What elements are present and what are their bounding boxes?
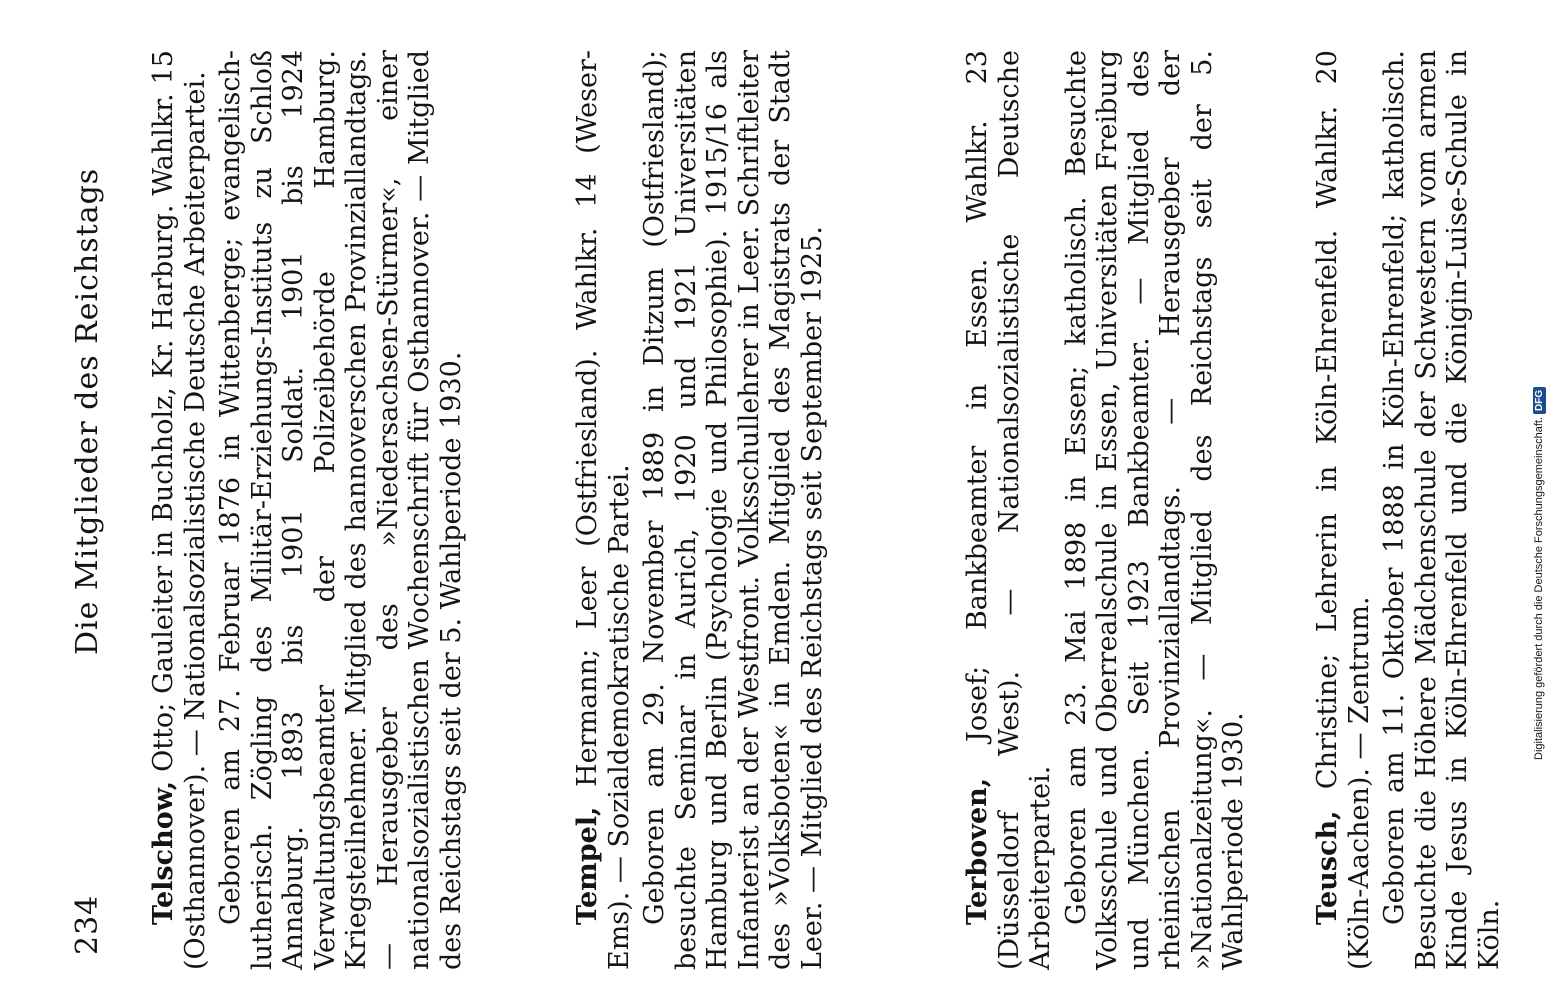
entry-name: Telschow, [148,780,179,925]
entry-heading-text: Josef; Bankbeamter in Essen. Wahlkr. 23 (Düsseldorf West). — Nationalsozialistische Deutsche Arbeiterpartei. [962,50,1056,970]
entry-heading-text: Christine; Lehrerin in Köln-Ehrenfeld. Wahlkr. 20 (Köln-Aachen). — Zentrum. [1312,50,1375,970]
entry-biography: Geboren am 11. Oktober 1888 in Köln-Ehrenfeld; katholisch. Besuchte die Höhere Mädchenschule der Schwestern vom armen Kinde Jesus in Köln-Ehrenfeld und die Königin-Luise-Schule in Köln. [1379,50,1505,970]
entry-biography: Geboren am 27. Februar 1876 in Wittenberge; evangelisch-lutherisch. Zögling des Militär-Erziehungs-Instituts zu Schloß Annaburg. 1893 bis 1901 Soldat. 1901 bis 1924 Verwaltungsbeamter der Polizeibehörde Hamburg. Kriegsteilnehmer. Mitglied des hannoverschen Provinziallandtags. — Herausgeber des »Niedersachsen-Stürmer«, einer nationalsozialistischen Wochenschrift für Osthannover. — Mitglied des Reichstags seit der 5. Wahlperiode 1930. [215,50,467,970]
entry-heading [148,50,211,970]
funding-note-text: Digitalisierung gefördert durch die Deutsche Forschungsgemeinschaft. [1533,416,1545,760]
biography-entry-terboven [962,50,1250,970]
entry-heading-text: Hermann; Leer (Ostfriesland). Wahlkr. 14 (Weser-Ems). — Sozialdemokratische Partei. [572,49,635,970]
dfg-logo: DFG [1533,387,1546,414]
funding-note [1533,387,1546,760]
biography-entry-tempel [572,50,828,970]
entry-heading [962,50,1057,970]
entry-name: Teusch, [1312,810,1343,925]
biography-entry-teusch [1312,50,1505,970]
running-title: Die Mitglieder des Reichstags [70,167,105,655]
entry-heading [572,50,635,970]
entry-biography: Geboren am 29. November 1889 in Ditzum (Ostfriesland); besuchte Seminar in Aurich, 1920 und 1921 Universitäten Hamburg und Berlin (Psychologie und Philosophie). 1915/16 als Infanterist an der Westfront. Volksschullehrer in Leer. Schriftleiter des »Volksboten« in Emden. Mitglied des Magistrats der Stadt Leer. — Mitglied des Reichstags seit September 1925. [639,50,828,970]
entry-biography: Geboren am 23. Mai 1898 in Essen; katholisch. Besuchte Volksschule und Oberrealschule in Essen, Universitäten Freiburg und München. Seit 1923 Bankbeamter. — Mitglied des rheinischen Provinziallandtags. — Herausgeber der »Nationalzeitung«. — Mitglied des Reichstags seit der 5. Wahlperiode 1930. [1060,50,1249,970]
page-number: 234 [70,894,105,955]
page-header [70,95,110,955]
biography-entry-telschow [148,50,467,970]
entry-name: Terboven, [962,777,993,925]
entry-heading [1312,50,1375,970]
entry-heading-text: Otto; Gauleiter in Buchholz, Kr. Harburg. Wahlkr. 15 (Osthannover). — Nationalsozialistische Deutsche Arbeiterpartei. [148,50,211,970]
entry-name: Tempel, [572,806,603,925]
